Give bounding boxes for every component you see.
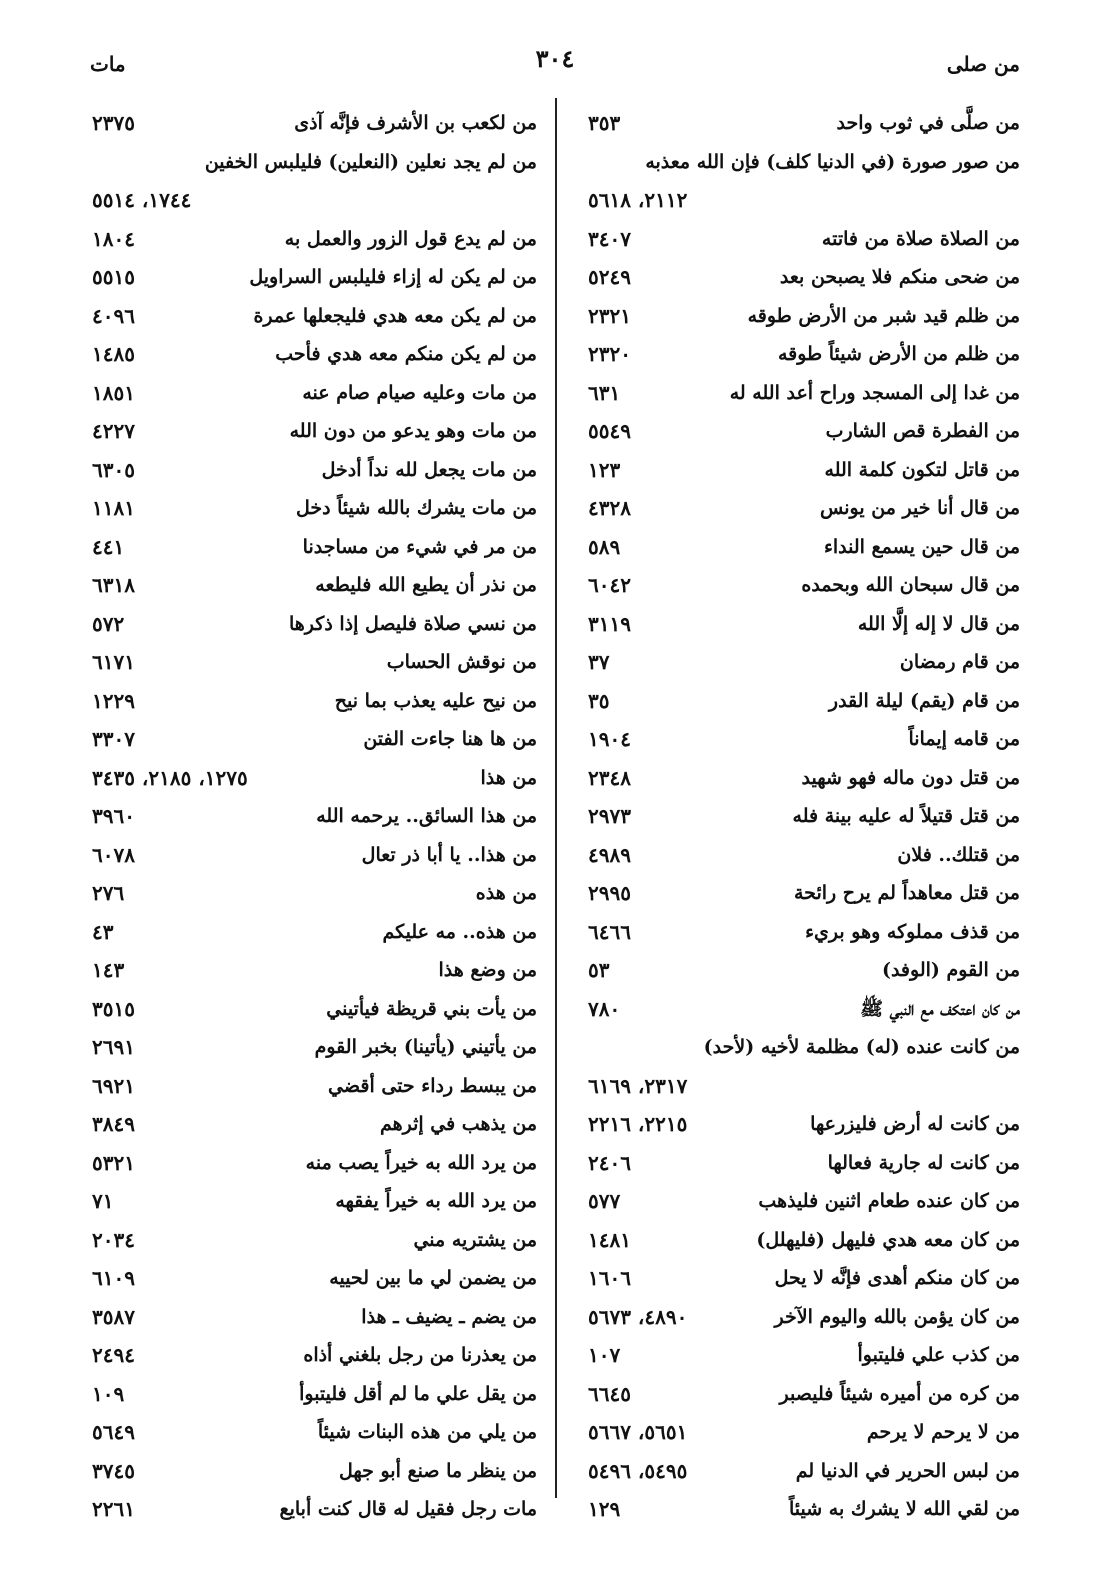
entry-text: من مات يجعل لله نداً أدخل bbox=[321, 458, 537, 481]
index-entry bbox=[588, 528, 1020, 567]
entry-hadith-number: ٢٤٩٤ bbox=[92, 1343, 135, 1367]
entry-hadith-number: ١٤٣ bbox=[92, 958, 125, 982]
entry-text: من هذه.. مه عليكم bbox=[382, 920, 537, 943]
entry-text: من يأتيني (يأتينا) بخبر القوم bbox=[314, 1036, 537, 1058]
entry-text: من يذهب في إثرهم bbox=[379, 1113, 537, 1135]
index-entry bbox=[92, 1375, 537, 1414]
entry-text: من مات وعليه صيام صام عنه bbox=[302, 381, 537, 404]
entry-text: من لم يكن منكم معه هدي فأحب bbox=[275, 343, 537, 365]
entry-hadith-number: ٢٤٠٦ bbox=[588, 1150, 631, 1175]
entry-text: من مات يشرك بالله شيئاً دخل bbox=[295, 497, 537, 519]
entry-hadith-number: ٤٢٢٧ bbox=[92, 419, 135, 443]
entry-text: من يعذرنا من رجل بلغني أذاه bbox=[303, 1344, 537, 1366]
entry-hadith-number: ٥٣٢١ bbox=[92, 1150, 135, 1175]
entry-text: من لكعب بن الأشرف فإنَّه آذى bbox=[294, 112, 537, 134]
entry-hadith-number: ٥٥١٥ bbox=[92, 265, 135, 289]
index-entry bbox=[92, 412, 537, 451]
entry-text: من نوقش الحساب bbox=[386, 651, 537, 673]
index-entry bbox=[92, 104, 537, 143]
entry-hadith-number: ٢٠٣٤ bbox=[92, 1227, 135, 1252]
index-entry bbox=[588, 1452, 1020, 1491]
entry-hadith-number: ٣٥٣ bbox=[588, 111, 621, 135]
entry-text: من ظلم من الأرض شيئاً طوقه bbox=[777, 343, 1020, 365]
entry-text: من لم يكن له إزاء فليلبس السراويل bbox=[249, 266, 537, 288]
index-entry bbox=[92, 874, 537, 913]
entry-text: من القوم (الوفد) bbox=[881, 959, 1020, 981]
entry-hadith-number: ٣١١٩ bbox=[588, 611, 631, 636]
entry-text: من صلَّى في ثوب واحد bbox=[836, 112, 1020, 134]
entry-text: من هذا bbox=[480, 766, 537, 789]
entry-text: من صور صورة (في الدنيا كلف) فإن الله معذبه bbox=[645, 150, 1020, 173]
entry-hadith-number: ٢٩٩٥ bbox=[588, 881, 631, 905]
index-entry bbox=[588, 297, 1020, 336]
page-number: ٣٠٤ bbox=[535, 44, 575, 73]
entry-text: من مات وهو يدعو من دون الله bbox=[289, 420, 537, 442]
entry-text: من كانت عنده (له) مظلمة لأخيه (لأحد) bbox=[703, 1036, 1020, 1058]
entry-text: من لم يدع قول الزور والعمل به bbox=[284, 227, 537, 250]
index-entry bbox=[92, 682, 537, 721]
running-head-left: مات bbox=[90, 52, 126, 76]
entry-text: من يأت بني قريظة فيأتيني bbox=[326, 997, 537, 1020]
column-divider bbox=[555, 98, 557, 1498]
entry-hadith-number: ٦٣٠٥ bbox=[92, 457, 135, 482]
index-entry bbox=[92, 1028, 537, 1067]
entry-hadith-number: ٥٣ bbox=[588, 958, 610, 982]
entry-text: من ظلم قيد شبر من الأرض طوقه bbox=[747, 304, 1020, 327]
entry-text: من قال حين يسمع النداء bbox=[823, 535, 1020, 558]
entry-hadith-number: ٣٧ bbox=[588, 650, 610, 674]
index-entry bbox=[588, 1375, 1020, 1414]
entry-hadith-number: ٢٢٦١ bbox=[92, 1497, 135, 1521]
entry-text: من نسي صلاة فليصل إذا ذكرها bbox=[288, 612, 537, 635]
entry-hadith-number: ٣٥١٥ bbox=[92, 996, 135, 1021]
index-entry bbox=[92, 297, 537, 336]
entry-text: من قال لا إله إلَّا الله bbox=[857, 612, 1020, 635]
index-entry bbox=[588, 566, 1020, 605]
entry-text: من ينظر ما صنع أبو جهل bbox=[338, 1459, 537, 1482]
index-entry bbox=[588, 489, 1020, 528]
index-entry bbox=[92, 220, 537, 259]
entry-text: من كذب علي فليتبوأ bbox=[857, 1344, 1020, 1366]
index-entry bbox=[92, 990, 537, 1029]
index-entry bbox=[92, 1067, 537, 1106]
entry-text: من قاتل لتكون كلمة الله bbox=[824, 458, 1020, 481]
entry-hadith-number: ٦٠٤٢ bbox=[588, 573, 631, 597]
index-entry bbox=[92, 1336, 537, 1375]
entry-hadith-number: ٥٤٩٥، ٥٤٩٦ bbox=[588, 1458, 688, 1483]
entry-text: من نذر أن يطيع الله فليطعه bbox=[315, 574, 537, 596]
index-entry bbox=[92, 1452, 537, 1491]
entry-hadith-number: ٣٣٠٧ bbox=[92, 727, 135, 751]
entry-hadith-number: ١٤٨٥ bbox=[92, 342, 135, 366]
entry-text: من ها هنا جاءت الفتن bbox=[363, 728, 537, 750]
entry-hadith-number: ٥٦٤٩ bbox=[92, 1420, 135, 1444]
index-entry bbox=[92, 566, 537, 605]
entry-text: من قام رمضان bbox=[899, 651, 1020, 673]
entry-text: من يضم ـ يضيف ـ هذا bbox=[361, 1305, 537, 1328]
entry-text: من قتلك.. فلان bbox=[897, 843, 1020, 866]
index-entry bbox=[588, 797, 1020, 836]
index-entry bbox=[588, 258, 1020, 297]
index-entry bbox=[588, 104, 1020, 143]
entry-text: من غدا إلى المسجد وراح أعد الله له bbox=[729, 381, 1020, 404]
entry-hadith-number: ١٢٩ bbox=[588, 1497, 621, 1521]
entry-hadith-number: ٦٦٤٥ bbox=[588, 1381, 631, 1406]
entry-hadith-number: ٥٢٤٩ bbox=[588, 265, 631, 289]
entry-hadith-number: ٧٨٠ bbox=[588, 996, 621, 1021]
index-entry bbox=[92, 1105, 537, 1144]
entry-hadith-number: ٤٣٢٨ bbox=[588, 496, 631, 520]
index-entry bbox=[92, 759, 537, 798]
entry-hadith-number: ٤٠٩٦ bbox=[92, 303, 135, 328]
index-entry bbox=[588, 951, 1020, 990]
index-column-right bbox=[588, 104, 1020, 1529]
index-entry bbox=[588, 181, 1020, 220]
index-entry bbox=[92, 913, 537, 952]
entry-hadith-number: ٦٠٧٨ bbox=[92, 842, 135, 867]
entry-hadith-number: ٢٩٧٣ bbox=[588, 804, 631, 828]
entry-text: من لقي الله لا يشرك به شيئاً bbox=[789, 1498, 1020, 1520]
entry-hadith-number: ٤٣ bbox=[92, 919, 114, 944]
entry-text: من يضمن لي ما بين لحييه bbox=[329, 1267, 537, 1289]
index-entry bbox=[588, 682, 1020, 721]
entry-hadith-number: ١٢٧٥، ٢١٨٥، ٣٤٣٥ bbox=[92, 765, 248, 790]
entry-hadith-number: ١٤٨١ bbox=[588, 1227, 631, 1252]
entry-hadith-number: ١٢٢٩ bbox=[92, 688, 135, 713]
entry-hadith-number: ٥٨٩ bbox=[588, 534, 621, 559]
entry-text: من هذا.. يا أبا ذر تعال bbox=[361, 843, 537, 866]
index-entry bbox=[588, 1221, 1020, 1260]
index-entry bbox=[92, 1221, 537, 1260]
index-entry bbox=[588, 1182, 1020, 1221]
entry-hadith-number: ٦٣١٨ bbox=[92, 573, 135, 597]
entry-hadith-number: ١٨٥١ bbox=[92, 380, 135, 405]
entry-hadith-number: ٥٦٥١، ٥٦٦٧ bbox=[588, 1420, 688, 1444]
entry-text: من لم يجد نعلين (النعلين) فليلبس الخفين bbox=[204, 150, 537, 173]
entry-hadith-number: ٢٢١٥، ٢٢١٦ bbox=[588, 1112, 688, 1136]
index-entry bbox=[92, 836, 537, 875]
index-entry bbox=[588, 335, 1020, 374]
entry-text: من قتل قتيلاً له عليه بينة فله bbox=[792, 805, 1020, 827]
entry-text: مات رجل فقيل له قال كنت أبايع bbox=[279, 1498, 537, 1520]
index-entry bbox=[92, 643, 537, 682]
entry-hadith-number: ٥٥٤٩ bbox=[588, 419, 631, 443]
entry-hadith-number: ١٦٠٦ bbox=[588, 1266, 631, 1290]
entry-hadith-number: ٦١٧١ bbox=[92, 650, 135, 674]
entry-text: من قتل دون ماله فهو شهيد bbox=[801, 766, 1020, 789]
entry-hadith-number: ١١٨١ bbox=[92, 496, 135, 520]
entry-hadith-number: ٣٤٠٧ bbox=[588, 226, 631, 251]
entry-hadith-number: ٢٣١٧، ٦١٦٩ bbox=[588, 1073, 688, 1098]
entry-text: من كان منكم أهدى فإنَّه لا يحل bbox=[774, 1267, 1020, 1289]
entry-text: من كره من أميره شيئاً فليصبر bbox=[779, 1382, 1020, 1405]
index-entry bbox=[92, 1298, 537, 1337]
index-entry bbox=[588, 412, 1020, 451]
index-entry bbox=[92, 1144, 537, 1183]
entry-text: من قال أنا خير من يونس bbox=[820, 497, 1020, 519]
entry-hadith-number: ٢٧٦ bbox=[92, 881, 125, 905]
index-entry bbox=[588, 759, 1020, 798]
entry-text: من كان معه هدي فليهل (فليهلل) bbox=[756, 1228, 1020, 1251]
index-entry bbox=[588, 1298, 1020, 1337]
index-entry bbox=[588, 874, 1020, 913]
index-column-left bbox=[92, 104, 537, 1529]
index-entry bbox=[588, 720, 1020, 759]
index-entry bbox=[92, 797, 537, 836]
entry-text: من وضع هذا bbox=[438, 959, 537, 981]
entry-hadith-number: ٤٨٩٠، ٥٦٧٣ bbox=[588, 1304, 688, 1329]
index-entry bbox=[92, 374, 537, 413]
index-entry bbox=[92, 335, 537, 374]
entry-hadith-number: ٢٣٢١ bbox=[588, 303, 631, 328]
entry-hadith-number: ٦١٠٩ bbox=[92, 1266, 135, 1290]
entry-hadith-number: ٢٣٢٠ bbox=[588, 342, 631, 366]
entry-text: من يبسط رداء حتى أقضي bbox=[328, 1074, 537, 1097]
entry-hadith-number: ٤٩٨٩ bbox=[588, 842, 631, 867]
entry-hadith-number: ١٠٧ bbox=[588, 1343, 621, 1367]
entry-text: من كانت له جارية فعالها bbox=[827, 1151, 1020, 1174]
index-entry bbox=[92, 1490, 537, 1529]
entry-text: من لا يرحم لا يرحم bbox=[866, 1421, 1020, 1443]
index-entry bbox=[588, 643, 1020, 682]
entry-text: من نيح عليه يعذب بما نيح bbox=[334, 689, 537, 712]
index-entry bbox=[588, 605, 1020, 644]
entry-hadith-number: ١٨٠٤ bbox=[92, 226, 135, 251]
index-entry bbox=[588, 451, 1020, 490]
entry-hadith-number: ٣٩٦٠ bbox=[92, 804, 135, 828]
entry-text: من هذا السائق.. يرحمه الله bbox=[316, 805, 537, 827]
index-entry bbox=[588, 220, 1020, 259]
entry-hadith-number: ٥٧٢ bbox=[92, 611, 125, 636]
entry-hadith-number: ٤٤١ bbox=[92, 534, 125, 559]
running-head-right: من صلى bbox=[946, 52, 1020, 76]
index-entry bbox=[588, 913, 1020, 952]
index-entry bbox=[92, 605, 537, 644]
entry-text: من يرد الله به خيراً يصب منه bbox=[305, 1151, 537, 1174]
entry-text: من يشتريه مني bbox=[413, 1228, 537, 1251]
entry-hadith-number: ٣٧٤٥ bbox=[92, 1458, 135, 1483]
entry-hadith-number: ٢٣٤٨ bbox=[588, 765, 631, 790]
index-entry bbox=[92, 1182, 537, 1221]
entry-text: من قال سبحان الله وبحمده bbox=[801, 574, 1020, 596]
entry-text: من كان يؤمن بالله واليوم الآخر bbox=[774, 1305, 1020, 1328]
entry-hadith-number: ١٧٤٤، ٥٥١٤ bbox=[92, 188, 192, 212]
entry-hadith-number: ١٢٣ bbox=[588, 457, 621, 482]
index-entry bbox=[588, 1105, 1020, 1144]
entry-hadith-number: ٦٩٢١ bbox=[92, 1073, 135, 1098]
index-entry bbox=[92, 720, 537, 759]
entry-text: من قام (يقم) ليلة القدر bbox=[828, 689, 1020, 712]
index-entry bbox=[92, 1259, 537, 1298]
entry-text: من كانت له أرض فليزرعها bbox=[810, 1113, 1020, 1135]
entry-text: من الصلاة صلاة من فاتته bbox=[821, 227, 1020, 250]
index-entry bbox=[588, 1490, 1020, 1529]
entry-hadith-number: ٧١ bbox=[92, 1189, 114, 1213]
index-entry bbox=[92, 951, 537, 990]
index-entry bbox=[92, 528, 537, 567]
entry-text: من مر في شيء من مساجدنا bbox=[302, 535, 537, 558]
entry-hadith-number: ٦٣١ bbox=[588, 380, 621, 405]
index-entry bbox=[92, 1413, 537, 1452]
entry-text: من الفطرة قص الشارب bbox=[825, 420, 1020, 442]
index-entry bbox=[588, 990, 1020, 1029]
entry-text: من قتل معاهداً لم يرح رائحة bbox=[794, 882, 1020, 904]
entry-text: من يلي من هذه البنات شيئاً bbox=[317, 1421, 537, 1443]
entry-hadith-number: ٢٣٧٥ bbox=[92, 111, 135, 135]
index-entry bbox=[588, 1067, 1020, 1106]
index-entry bbox=[588, 1413, 1020, 1452]
entry-text: من يقل علي ما لم أقل فليتبوأ bbox=[299, 1382, 537, 1405]
index-entry bbox=[588, 1336, 1020, 1375]
index-entry bbox=[588, 836, 1020, 875]
index-entry bbox=[92, 143, 537, 182]
index-entry bbox=[588, 143, 1020, 182]
entry-text: من يرد الله به خيراً يفقهه bbox=[335, 1190, 537, 1212]
index-entry bbox=[92, 181, 537, 220]
index-entry bbox=[92, 451, 537, 490]
entry-text: من لم يكن معه هدي فليجعلها عمرة bbox=[253, 304, 537, 327]
entry-text: من لبس الحرير في الدنيا لم bbox=[795, 1459, 1020, 1482]
index-entry bbox=[588, 374, 1020, 413]
entry-text: من قامه إيماناً bbox=[908, 728, 1020, 750]
entry-hadith-number: ٣٨٤٩ bbox=[92, 1112, 135, 1136]
index-entry bbox=[92, 489, 537, 528]
entry-hadith-number: ٢١١٢، ٥٦١٨ bbox=[588, 188, 688, 212]
entry-text: من قذف مملوكه وهو بريء bbox=[805, 920, 1020, 943]
index-entry bbox=[588, 1259, 1020, 1298]
index-entry bbox=[588, 1144, 1020, 1183]
entry-text: من كان عنده طعام اثنين فليذهب bbox=[758, 1190, 1020, 1212]
entry-hadith-number: ١٠٩ bbox=[92, 1381, 125, 1406]
page-header bbox=[90, 40, 1020, 80]
entry-text: من هذه bbox=[475, 882, 537, 904]
entry-text: من ضحى منكم فلا يصبحن بعد bbox=[779, 266, 1020, 288]
entry-hadith-number: ٥٧٧ bbox=[588, 1189, 621, 1213]
entry-hadith-number: ٣٥٨٧ bbox=[92, 1304, 135, 1329]
entry-hadith-number: ١٩٠٤ bbox=[588, 727, 631, 751]
entry-hadith-number: ٣٥ bbox=[588, 688, 610, 713]
index-entry bbox=[588, 1028, 1020, 1067]
entry-hadith-number: ٢٦٩١ bbox=[92, 1035, 135, 1059]
index-entry bbox=[92, 258, 537, 297]
entry-hadith-number: ٦٤٦٦ bbox=[588, 919, 631, 944]
entry-text: من كان اعتكف مع النبي ﷺ bbox=[860, 997, 1020, 1020]
